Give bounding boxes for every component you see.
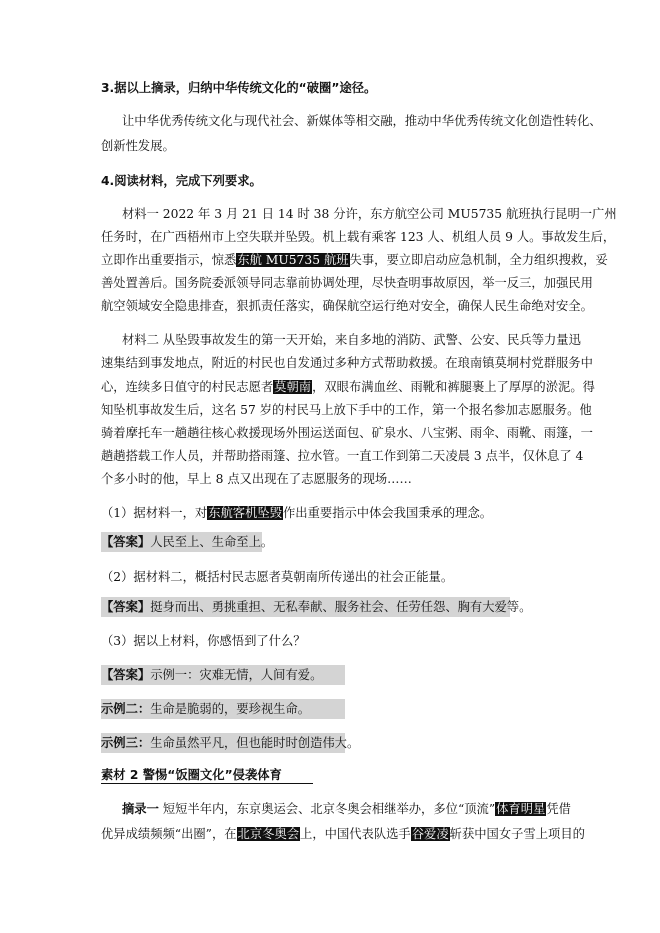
answer-tag: 【答案】 — [101, 600, 151, 614]
material-1-line-5: 航空领域安全隐患排查，狠抓责任落实，确保航空运行绝对安全，确保人民生命绝对安全。 — [101, 299, 593, 313]
answer-tag: 【答案】 — [101, 668, 151, 682]
text-run: 短短半年内，东京奥运会、北京冬奥会相继举办，多位“顶流” — [158, 802, 496, 816]
material-2-line-1: 材料二 从坠毁事故发生的第一天开始，来自多地的消防、武警、公安、民兵等力量迅 — [122, 333, 581, 347]
answer-text: 人民至上、生命至上。 — [150, 535, 274, 549]
material-1-line-3 — [101, 251, 608, 269]
highlighted-text: 东航客机坠毁 — [208, 506, 282, 520]
answer-text: 示例一：灾难无情，人间有爱。 — [150, 668, 323, 682]
text-run: 上，中国代表队选手 — [300, 827, 411, 841]
text-run: 优异成绩频频“出圈”，在 — [101, 827, 237, 841]
question-4-title: 4.阅读材料，完成下列要求。 — [101, 174, 262, 188]
question-3-title: 3.据以上摘录，归纳中华传统文化的“破圈”途径。 — [101, 81, 377, 95]
sub-question-3-answer-example-2 — [101, 699, 345, 719]
text-run: 心，连续多日值守的村民志愿者 — [101, 380, 274, 394]
answer-text: 生命虽然平凡，但也能时时创造伟大。 — [150, 736, 360, 750]
material-2-line-4: 知坠机事故发生后，这名 57 岁的村民马上放下手中的工作，第一个报名参加志愿服务。他 — [101, 403, 592, 417]
material-1-line-4: 善处置善后。国务院委派领导同志靠前协调处理，尽快查明事故原因，举一反三，加强民用 — [101, 276, 593, 290]
answer-tag: 【答案】 — [101, 535, 151, 549]
example-tag: 示例三： — [101, 736, 151, 750]
question-3-answer-line-2: 创新性发展。 — [101, 139, 175, 153]
sub-question-3-answer-example-3 — [101, 733, 360, 753]
highlighted-text: 体育明星 — [496, 802, 546, 816]
text-run: 立即作出重要指示，惊悉 — [101, 253, 237, 267]
excerpt-1-line-1 — [122, 800, 571, 818]
material-1-line-1: 材料一 2022 年 3 月 21 日 14 时 38 分许，东方航空公司 MU5735 航班执行昆明一广州 — [122, 207, 617, 221]
text-run: 作出重要指示中体会我国秉承的理念。 — [283, 506, 493, 520]
text-run: ，双眼布满血丝、雨靴和裤腿裹上了厚厚的淤泥。得 — [312, 380, 595, 394]
excerpt-tag: 摘录一 — [122, 802, 159, 816]
highlighted-text: 北京冬奥会 — [237, 827, 300, 841]
material-1-line-2: 任务时，在广西梧州市上空失联并坠毁。机上载有乘客 123 人、机组人员 9 人。事故发生后， — [101, 230, 616, 244]
sub-question-2: （2）据材料二，概括村民志愿者莫朝南所传递出的社会正能量。 — [101, 570, 454, 584]
answer-text: 挺身而出、勇挑重担、无私奉献、服务社会、任劳任怨、胸有大爱等。 — [150, 600, 532, 614]
material-2-line-5: 骑着摩托车一趟趟往核心救援现场外围运送面包、矿泉水、八宝粥、雨伞、雨靴、雨篷，一 — [101, 426, 593, 440]
text-run: 失事，要立即启动应急机制，全力组织搜救，妥 — [349, 253, 608, 267]
sub-question-1-answer — [101, 532, 274, 552]
material-2-line-7: 个多小时的他，早上 8 点又出现在了志愿服务的现场…… — [101, 472, 412, 486]
highlighted-text: 莫朝南 — [274, 380, 312, 394]
material-2-line-2: 速集结到事发地点，附近的村民也自发通过多种方式帮助救援。在琅南镇莫垌村党群服务中 — [101, 356, 593, 370]
excerpt-1-line-2 — [101, 825, 585, 843]
text-run: 凭借 — [546, 802, 571, 816]
sub-question-3-answer-example-1 — [101, 665, 345, 685]
question-3-answer-line-1: 让中华优秀传统文化与现代社会、新媒体等相交融，推动中华优秀传统文化创造性转化、 — [122, 114, 602, 128]
text-run: （1）据材料一，对 — [101, 506, 208, 520]
text-run: 斩获中国女子雪上项目的 — [449, 827, 585, 841]
highlighted-text: 东航 MU5735 航班 — [237, 253, 349, 267]
section-title: 素材 2 警惕“饭圈文化”侵袭体育 — [101, 768, 282, 782]
example-tag: 示例二： — [101, 702, 151, 716]
sub-question-3: （3）据以上材料，你感悟到了什么？ — [101, 634, 306, 648]
highlighted-text: 谷爱凌 — [411, 827, 449, 841]
material-2-line-6: 趟趟搭载工作人员，并帮助搭雨篷、拉水管。一直工作到第二天凌晨 3 点半，仅休息了 4 — [101, 449, 584, 463]
section-title-underline — [101, 783, 313, 784]
material-2-line-3 — [101, 378, 595, 396]
answer-text: 生命是脆弱的，要珍视生命。 — [150, 702, 311, 716]
sub-question-1 — [101, 504, 492, 522]
sub-question-2-answer — [101, 597, 532, 617]
